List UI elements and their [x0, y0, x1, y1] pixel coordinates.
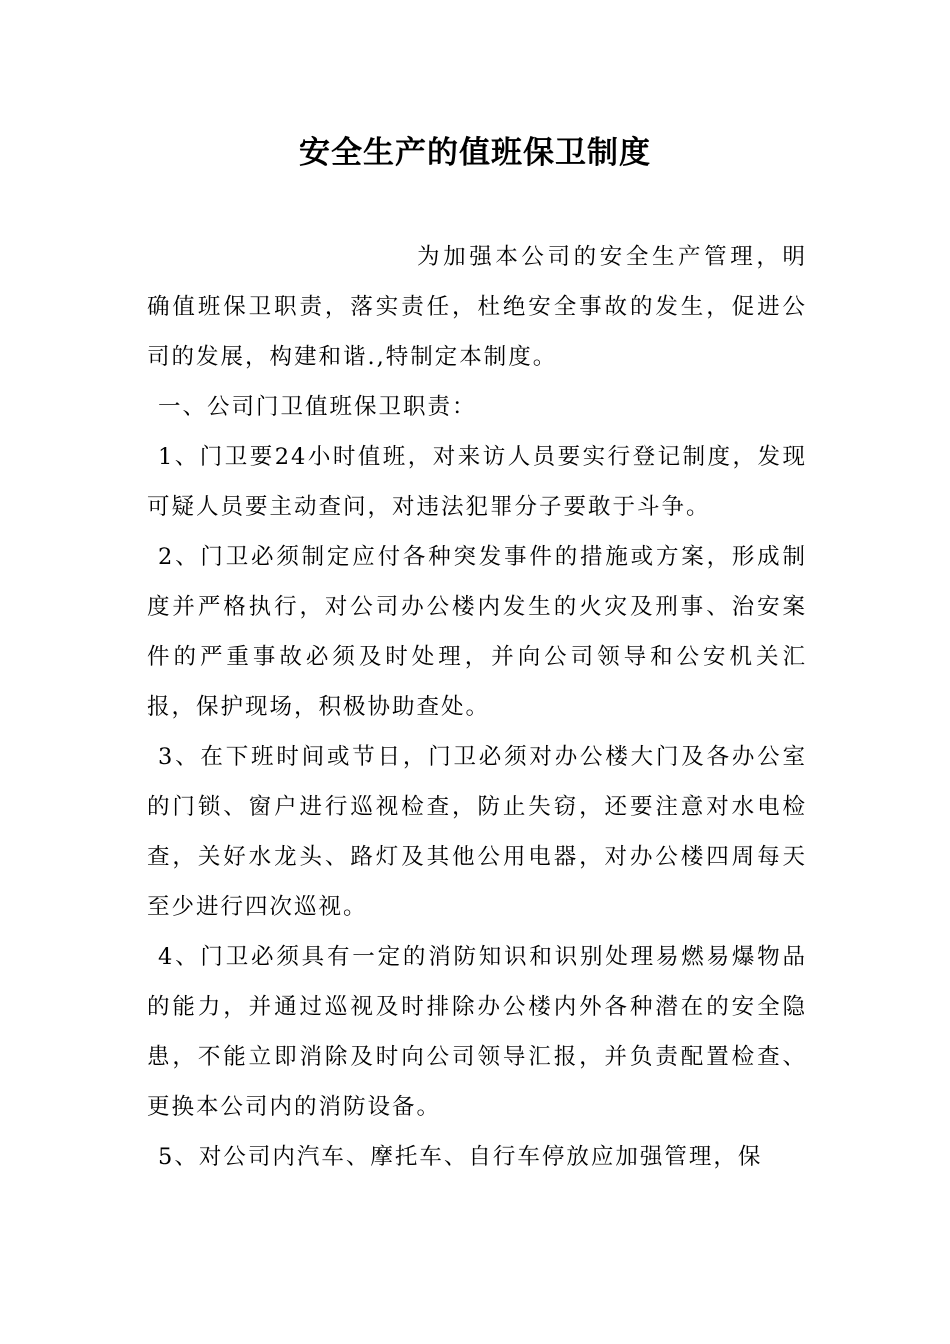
- document-body: [147, 232, 807, 1182]
- list-item: 3、在下班时间或节日，门卫必须对办公楼大门及各办公室的门锁、窗户进行巡视检查，防止失窃，还要注意对水电检查，关好水龙头、路灯及其他公用电器，对办公楼四周每天至少进行四次巡视。: [147, 744, 807, 920]
- list-item: 1、门卫要24小时值班，对来访人员要实行登记制度，发现可疑人员要主动查问，对违法犯罪分子要敢于斗争。: [147, 444, 807, 520]
- list-item: 4、门卫必须具有一定的消防知识和识别处理易燃易爆物品的能力，并通过巡视及时排除办公楼内外各种潜在的安全隐患，不能立即消除及时向公司领导汇报，并负责配置检查、更换本公司内的消防设备。: [147, 944, 807, 1120]
- document-title: 安全生产的值班保卫制度: [299, 135, 651, 171]
- intro-paragraph: 为加强本公司的安全生产管理，明确值班保卫职责，落实责任，杜绝安全事故的发生，促进公司的发展，构建和谐.,特制定本制度。: [147, 244, 807, 370]
- list-item: 2、门卫必须制定应付各种突发事件的措施或方案，形成制度并严格执行，对公司办公楼内发生的火灾及刑事、治安案件的严重事故必须及时处理，并向公司领导和公安机关汇报，保护现场，积极协助查处。: [147, 544, 807, 720]
- section-heading: 一、公司门卫值班保卫职责：: [158, 394, 477, 420]
- list-item: 5、对公司内汽车、摩托车、自行车停放应加强管理，保: [158, 1144, 763, 1170]
